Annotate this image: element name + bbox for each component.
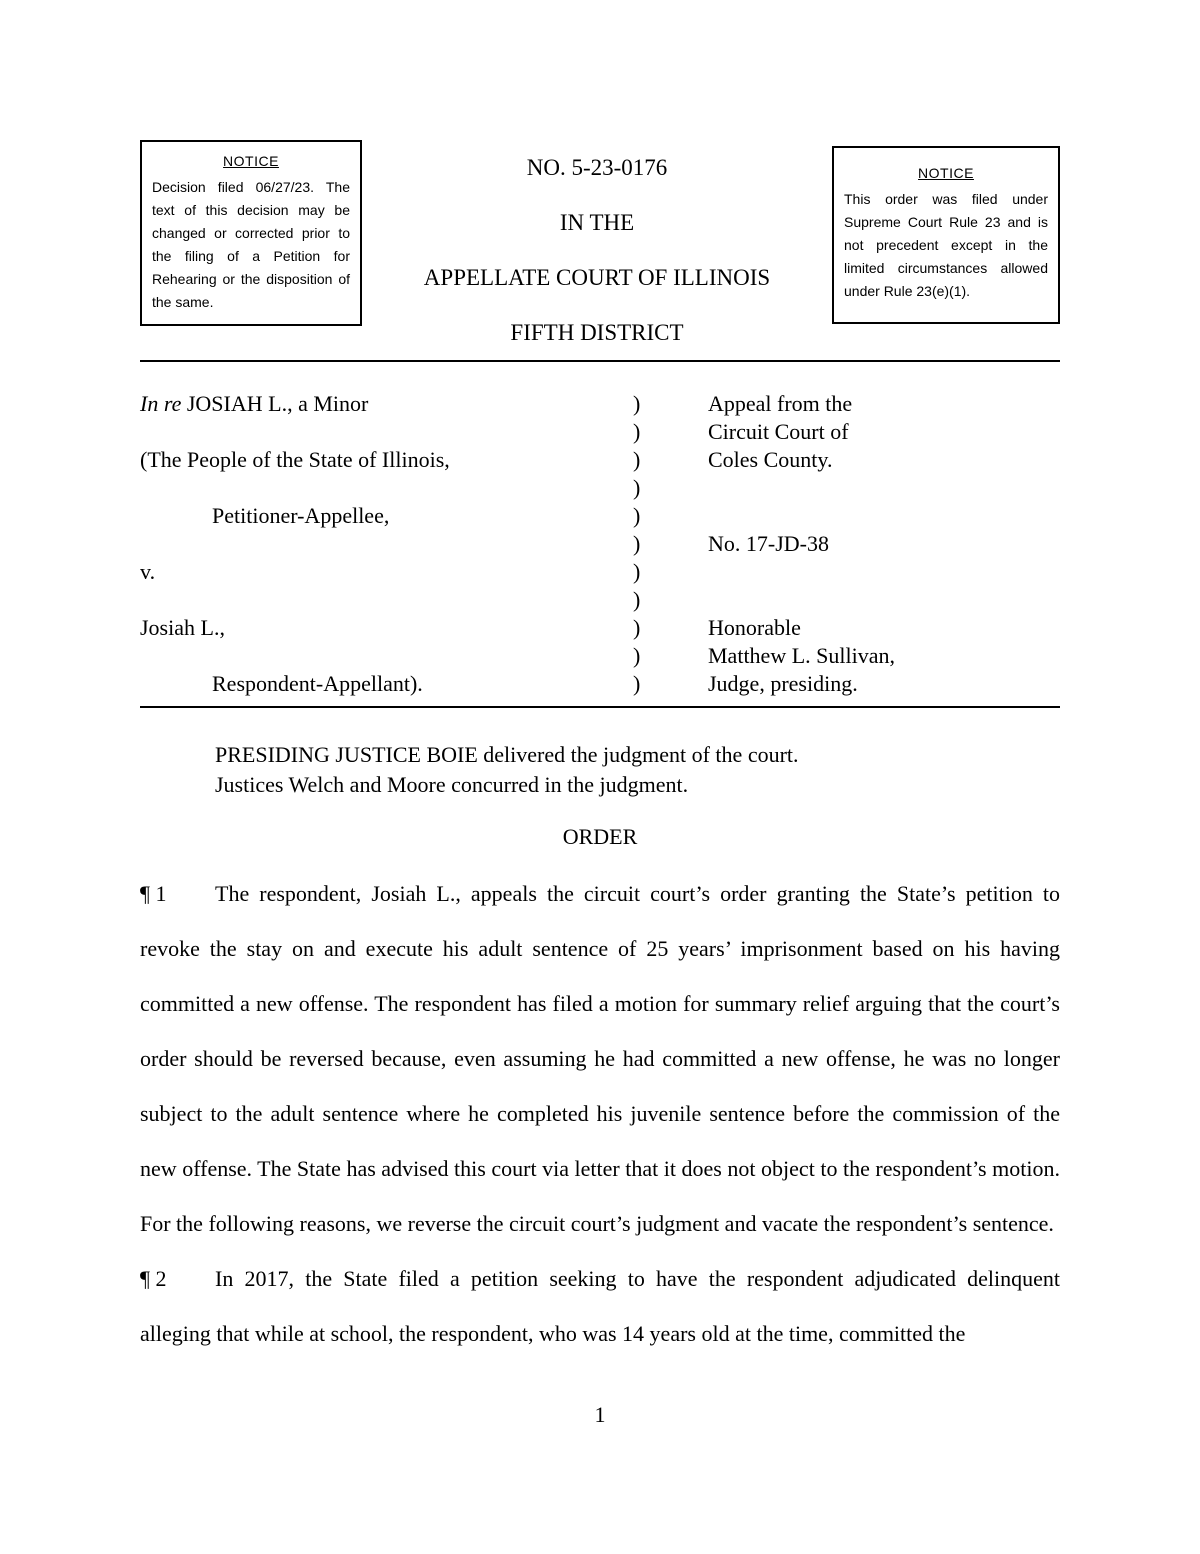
caption-paren: )	[633, 531, 641, 556]
paragraph-text: The respondent, Josiah L., appeals the circuit court’s order granting the State’s petition to revoke the stay on and execute his adult sentence of 25 years’ imprisonment based on his having committed a new offense. The respondent has filed a motion for summary relief arguing that the court’s order should be reversed because, even assuming he had committed a new offense, he was no longer subject to the adult sentence where he completed his juvenile sentence before the commission of the new offense. The State has advised this court via letter that it does not object to the respondent’s motion. For the following reasons, we reverse the circuit court’s judgment and vacate the respondent’s sentence.	[140, 881, 1060, 1236]
caption-paren: )	[633, 419, 641, 444]
notice-box-right	[832, 146, 1060, 324]
in-the-line: IN THE	[559, 210, 635, 235]
document-header	[140, 140, 1060, 360]
caption-paren: )	[633, 615, 641, 640]
caption-paren: )	[633, 447, 641, 472]
caption-right-text: No. 17-JD-38	[708, 531, 829, 556]
body-paragraph	[140, 1251, 1060, 1361]
notice-left-body: Decision filed 06/27/23. The text of this decision may be changed or corrected prior to the filing of a Petition for Rehearing or the disposition of the same.	[152, 179, 350, 310]
caption-row	[140, 502, 1060, 530]
caption-row	[140, 418, 1060, 446]
caption-row	[140, 558, 1060, 586]
divider-top	[140, 360, 1060, 362]
caption-left-text	[140, 530, 633, 558]
caption-paren: )	[633, 643, 641, 668]
caption-row	[140, 642, 1060, 670]
caption-right-text: Appeal from the	[708, 391, 853, 416]
opinion-body	[140, 866, 1060, 1361]
caption-left-text: Petitioner-Appellee,	[212, 503, 390, 528]
caption-left-text: v.	[140, 559, 156, 584]
caption-left-text	[140, 390, 633, 418]
caption-left-text	[140, 586, 633, 614]
caption-right-text	[708, 474, 1060, 502]
paragraph-text: In 2017, the State filed a petition seeking to have the respondent adjudicated delinquent alleging that while at school, the respondent, who was 14 years old at the time, committed the	[140, 1266, 1060, 1346]
case-number: NO. 5-23-0176	[526, 155, 668, 180]
caption-left-text	[140, 642, 633, 670]
caption-left-text: Josiah L.,	[140, 615, 225, 640]
caption-paren: )	[633, 391, 641, 416]
caption-right-text: Judge, presiding.	[708, 671, 858, 696]
caption-row	[140, 474, 1060, 502]
caption-row	[140, 586, 1060, 614]
caption-right-text: Circuit Court of	[708, 419, 849, 444]
caption-left-text: (The People of the State of Illinois,	[140, 447, 450, 472]
paragraph-number: ¶ 2	[140, 1266, 167, 1291]
caption-paren: )	[633, 671, 641, 696]
notice-right-body: This order was filed under Supreme Court Rule 23 and is not precedent except in the limited circumstances allowed under Rule 23(e)(1).	[844, 191, 1048, 299]
caption-paren: )	[633, 559, 641, 584]
case-caption	[140, 390, 1060, 698]
caption-row	[140, 446, 1060, 474]
caption-left-text	[140, 418, 633, 446]
caption-row	[140, 530, 1060, 558]
caption-case-style-italic: In re	[140, 391, 182, 416]
order-heading: ORDER	[562, 824, 638, 849]
caption-row	[140, 670, 1060, 698]
caption-paren: )	[633, 503, 641, 528]
caption-paren: )	[633, 587, 641, 612]
paragraph-number: ¶ 1	[140, 881, 167, 906]
court-name: APPELLATE COURT OF ILLINOIS	[423, 265, 771, 290]
caption-right-text	[708, 586, 1060, 614]
notice-box-left	[140, 140, 362, 326]
caption-left-text: Respondent-Appellant).	[212, 671, 423, 696]
concurring-justices-line: Justices Welch and Moore concurred in the judgment.	[215, 772, 689, 797]
caption-case-style: JOSIAH L., a Minor	[181, 391, 369, 416]
caption-right-text: Matthew L. Sullivan,	[708, 643, 895, 668]
caption-right-text: Coles County.	[708, 447, 833, 472]
notice-left-title: NOTICE	[223, 153, 279, 169]
caption-right-text	[708, 502, 1060, 530]
court-title-block	[376, 140, 818, 360]
justices-paragraph	[140, 740, 1060, 800]
body-paragraph	[140, 866, 1060, 1251]
caption-row	[140, 390, 1060, 418]
caption-paren: )	[633, 475, 641, 500]
presiding-justice-line: PRESIDING JUSTICE BOIE delivered the judgment of the court.	[215, 742, 799, 767]
caption-left-text	[140, 474, 633, 502]
caption-right-text	[708, 558, 1060, 586]
caption-right-text: Honorable	[708, 615, 801, 640]
page-number: 1	[594, 1402, 606, 1427]
district-name: FIFTH DISTRICT	[510, 320, 684, 345]
caption-row	[140, 614, 1060, 642]
divider-bottom	[140, 706, 1060, 708]
notice-right-title: NOTICE	[918, 165, 974, 181]
